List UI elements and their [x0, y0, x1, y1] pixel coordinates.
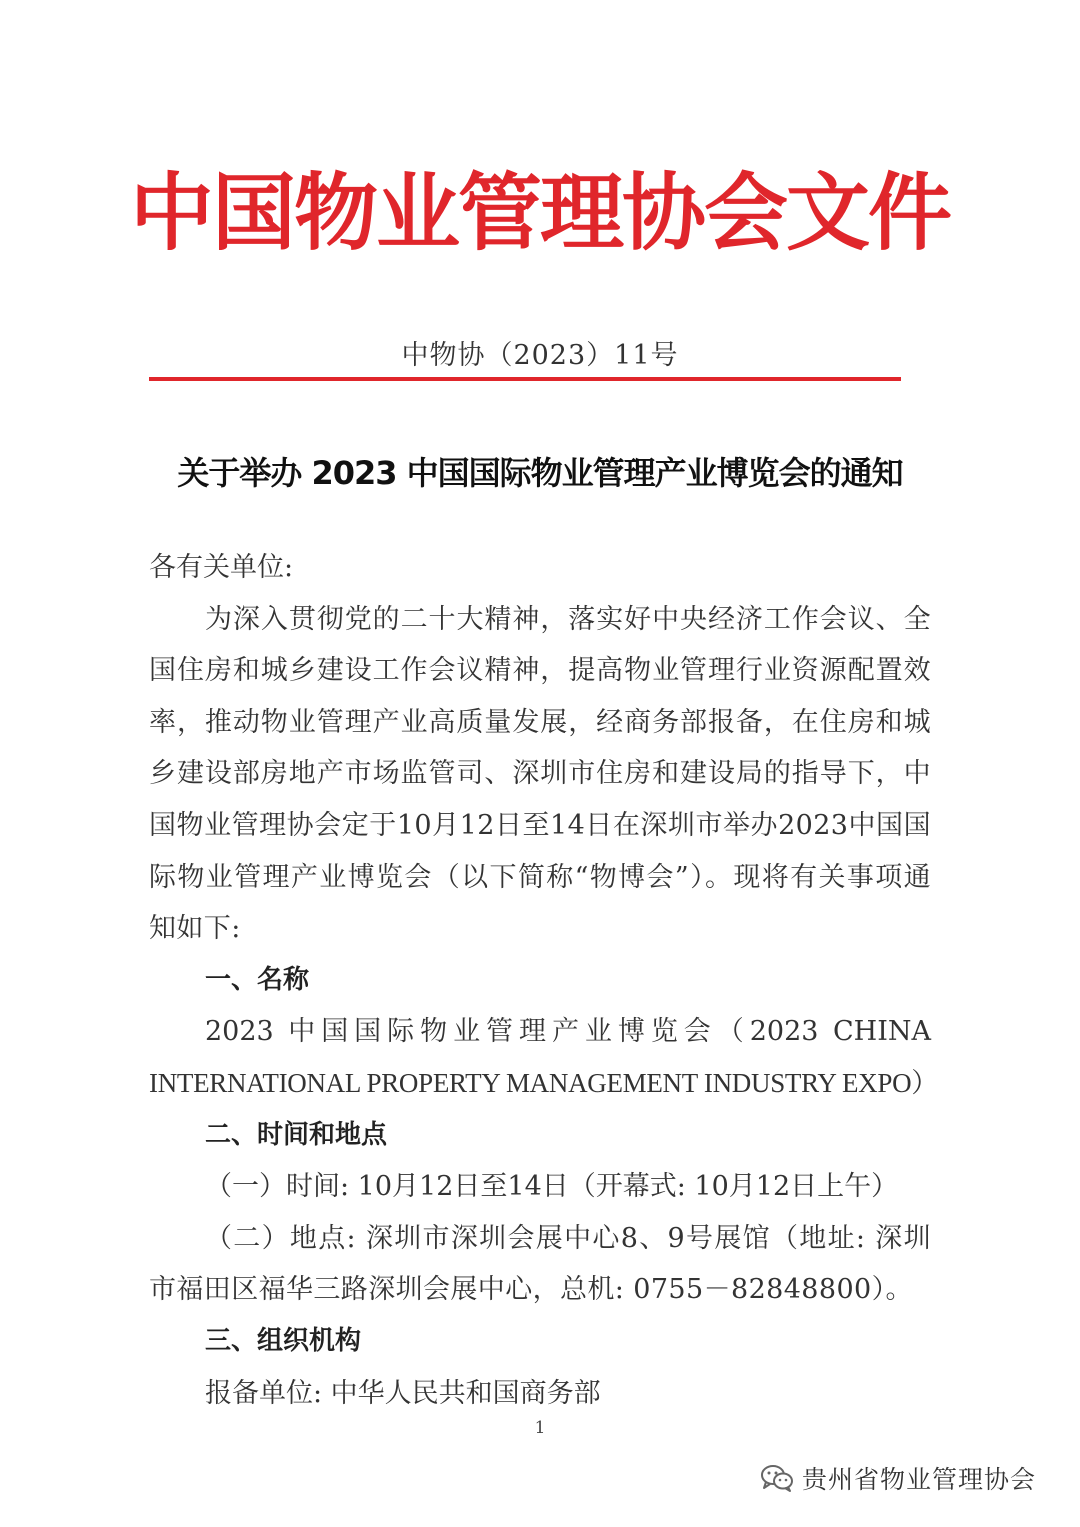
- salutation: 各有关单位:: [149, 552, 294, 583]
- wechat-icon: [760, 1463, 794, 1493]
- page-number: 1: [534, 1418, 546, 1438]
- masthead: 中国物业管理协会文件: [129, 163, 950, 262]
- watermark: [760, 1458, 1036, 1498]
- watermark-text: 贵州省物业管理协会: [802, 1465, 1037, 1494]
- document-body: [149, 542, 938, 1419]
- section-heading-name: 一、名称: [205, 964, 310, 995]
- expo-place: （二）地点: 深圳市深圳会展中心8、9号展馆（地址: 深圳市福田区福华三路深圳会展中心，总机: 0755－82848800）。: [149, 1222, 931, 1306]
- reporting-unit: 报备单位: 中华人民共和国商务部: [205, 1377, 601, 1409]
- expo-name: 2023 中国国际物业管理产业博览会（2023 CHINA: [205, 1016, 931, 1048]
- red-divider: [149, 377, 901, 381]
- document-title: 关于举办 2023 中国国际物业管理产业博览会的通知: [177, 454, 903, 492]
- document-number: 中物协（2023）11号: [401, 340, 679, 371]
- expo-time: （一）时间: 10月12日至14日（开幕式: 10月12日上午）: [205, 1171, 899, 1203]
- intro-paragraph: 为深入贯彻党的二十大精神，落实好中央经济工作会议、全国住房和城乡建设工作会议精神，提高物业管理行业资源配置效率，推动物业管理产业高质量发展，经商务部报备，在住房和城乡建设部房地产市场监管司、深圳市住房和建设局的指导下，中国物业管理协会定于10月12日至14日在深圳市举办2023中国国际物业管理产业博览会（以下简称“物博会”）。现将有关事项通知如下:: [149, 603, 931, 945]
- expo-name-english: INTERNATIONAL PROPERTY MANAGEMENT INDUSTRY EXPO）: [149, 1067, 938, 1098]
- section-heading-time-place: 二、时间和地点: [205, 1119, 388, 1150]
- section-heading-organization: 三、组织机构: [205, 1325, 362, 1356]
